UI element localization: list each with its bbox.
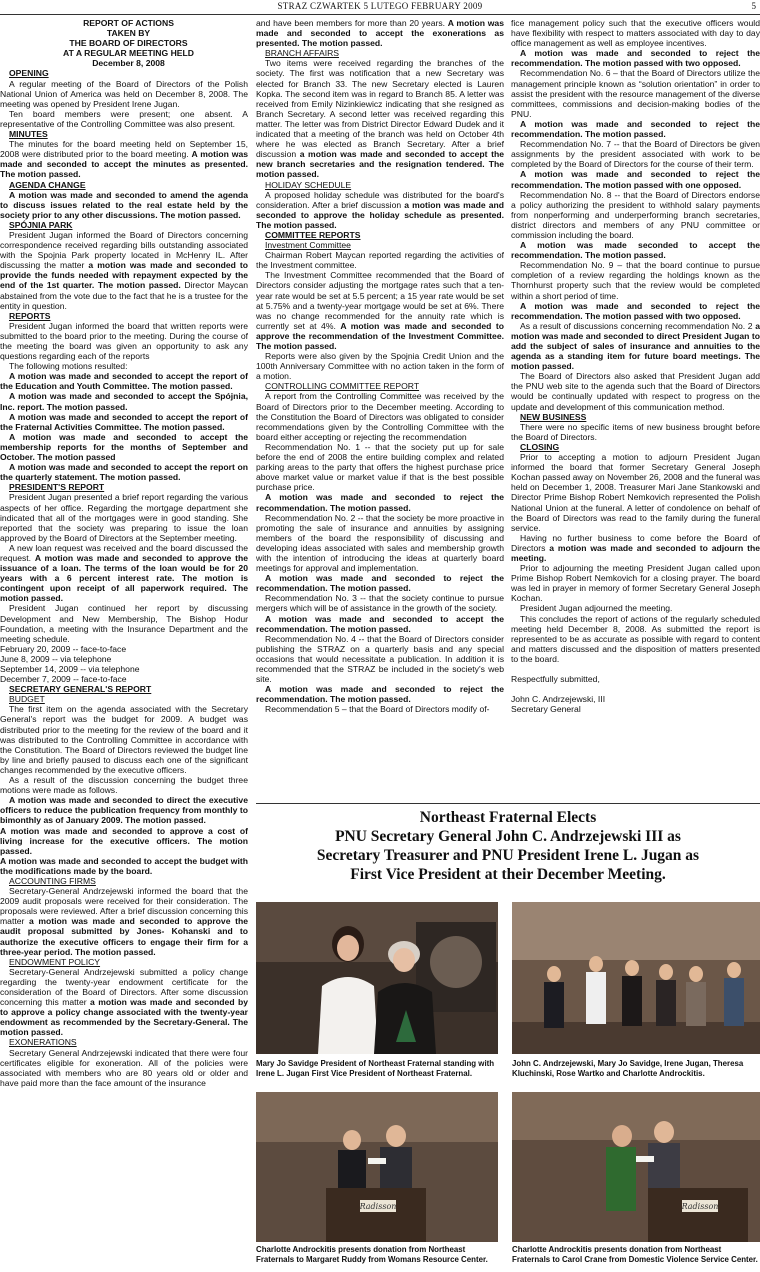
motion: A motion was made and seconded to reject the recommendation. The motion passed with one opposed. xyxy=(511,169,760,190)
paragraph: Prior to accepting a motion to adjourn President Jugan informed the board that former Secretary General Joseph Kochan passed away on November 26, 2008 and the funeral was held on December 1, 2008. Treasurer Mari Jane Stankowski and Director Prime Bishop Robert Nemkovich represented the Polish National Union at the funeral. A letter of condolence on behalf of the Board of Directors was read to the family during the funeral service. xyxy=(511,452,760,533)
headline-line-2: PNU Secretary General John C. Andrzejewski III as xyxy=(335,828,681,845)
paragraph: Recommendation No. 1 -- that the society put up for sale before the end of 2008 the entire building complex and related parking areas to the party that offers the highest purchase price above market value or market value if that is the best possible purchase price. xyxy=(256,441,504,493)
motion: A motion was made and seconded to accept the report of the Education and Youth Committee. The motion passed. xyxy=(0,371,248,392)
subsection-heading: ENDOWMENT POLICY xyxy=(9,956,101,967)
paragraph: A new loan request was received and the board discussed the request. A motion was made and seconded to approve the issuance of a loan. The terms of the loan would be for 20 years with a 6 percent interest rate. The motion is contingent upon receipt of all paperwork required. The motion passed. xyxy=(0,542,248,604)
paragraph: As a result of discussions concerning recommendation No. 2 a motion was made and seconded to direct President Jugan to add the subject of sales of insurance and annuities to the agenda as a standing item for future board meetings. The motion passed. xyxy=(511,320,760,372)
photo-two-women xyxy=(256,902,498,1054)
paragraph: Secretary-General Andrzejewski submitted a policy change regarding the twenty-year endowment certificate for the consideration of the Board of Directors. After some discussion concerning this matter a motion was made and seconded by to approve a policy change associated with the twenty-year endowment as recommended by the Secretary-General. The motion passed. xyxy=(0,966,248,1038)
motion: A motion was made and seconded to reject the recommendation. The motion passed. xyxy=(256,573,504,594)
paragraph: President Jugan adjourned the meeting. xyxy=(520,603,673,614)
paragraph: President Jugan continued her report by discussing Development and New Membership, The Bishop Hodur Foundation, a meeting with the Insurance Department and the meeting schedule. xyxy=(0,603,248,644)
motion: A motion was made and seconded to accept the budget with the modifications made by the board. xyxy=(0,855,248,876)
motion: A motion was made and seconded to reject the recommendation. The motion passed with two opposed. xyxy=(511,300,760,321)
photo-donation-womans-resource xyxy=(256,1092,498,1242)
subsection-heading: EXONERATIONS xyxy=(9,1037,77,1048)
column-1 xyxy=(0,18,248,1272)
paragraph: Two items were received regarding the branches of the society. The first was notification that a new Secretary was elected for Branch 33. The new Secretary elected is Lauren Kopka. The second item was in regard to Branch 85. A letter was received from Emily Nizinkiewicz indicating that she resigned as Branch Secretary. A second letter was received regarding this matter. The letter was from District Director Edward Dudek and it indicated that a meeting of the branch was held on October 4th where he was elected as Branch Secretary. After a brief discussion a motion was made and seconded to accept the new branch secretaries and the resignation tendered. The motion passed. xyxy=(256,58,504,180)
paragraph: The Investment Committee recommended that the Board of Directors consider adjusting the mortgage rates such that a ten-year rate would be set at 5.5 percent; a 15 year rate would be set at 5.75% and a twenty-year mortgage would be set at 6%. There was no change recommended for the annuity rate which is currently set at 4%. A motion was made and seconded to approve the recommendation of the Investment Committee. The motion passed. xyxy=(256,270,504,351)
motion: A motion was made and seconded to reject the recommendation. The motion passed. xyxy=(511,118,760,140)
paragraph: and have been members for more than 20 years. A motion was made and seconded to accept the exonerations as presented. The motion passed. xyxy=(256,18,504,49)
section-heading: OPENING xyxy=(9,68,49,79)
subsection-heading: Investment Committee xyxy=(265,240,351,251)
podium-sign: Radisson xyxy=(681,1202,719,1211)
paragraph: The minutes for the board meeting held on September 15, 2008 were distributed prior to the board meeting. A motion was made and seconded to accept the minutes as presented. The motion passed. xyxy=(0,139,248,180)
podium-sign: Radisson xyxy=(359,1202,397,1211)
paragraph: Recommendation No. 7 -- that the Board of Directors be given assignments by the president associated with work to be completed by the Board of Directors for the course of their term. xyxy=(511,139,760,170)
schedule-line: September 14, 2009 -- via telephone xyxy=(0,664,140,674)
subsection-heading: BRANCH AFFAIRS xyxy=(265,48,340,59)
report-title-line-3: THE BOARD OF DIRECTORS xyxy=(69,38,188,49)
headline-line-1: Northeast Fraternal Elects xyxy=(419,809,597,826)
section-heading: SPÓJNIA PARK xyxy=(9,219,73,230)
masthead-bar xyxy=(0,0,760,15)
section-heading: REPORTS xyxy=(9,310,51,321)
paragraph: Recommendation No. 3 -- that the society continue to pursue mergers which will be of assistance in the growth of the society. xyxy=(256,593,504,614)
subsection-heading: CONTROLLING COMMITTEE REPORT xyxy=(265,381,420,392)
paragraph: A proposed holiday schedule was distributed for the board's consideration. After a brief discussion a motion was made and seconded to approve the holiday schedule as presented. The motion passed. xyxy=(256,189,504,230)
paragraph: Recommendation No. 9 – that the board continue to pursue completion of a review regarding the holdings known as the Thornhurst property such that the review would be completed within a short period of time. xyxy=(511,260,760,301)
paragraph: Chairman Robert Maycan reported regarding the activities of the Investment committee. xyxy=(256,250,504,271)
motion: A motion was made and seconded to reject the recommendation. The motion passed. xyxy=(256,684,504,705)
column-2 xyxy=(256,18,504,801)
motion: A motion was made and seconded to accept the membership reports for the months of September and October. The motion passed xyxy=(0,431,248,463)
section-heading: NEW BUSINESS xyxy=(520,411,587,422)
section-heading: CLOSING xyxy=(520,441,560,452)
motion: A motion was made and seconded to amend the agenda to discuss issues related to the real estate held by the society prior to any other discussions. The motion passed. xyxy=(0,189,248,220)
page-number: 5 xyxy=(751,1,756,11)
column-3 xyxy=(511,18,760,801)
motion: A motion was made and seconded to approve a cost of living increase for the executive officers. The motion passed. xyxy=(0,825,248,856)
section-heading: MINUTES xyxy=(9,129,48,140)
section-heading: COMMITTEE REPORTS xyxy=(265,229,361,240)
motion: A motion was made and seconded to reject the recommendation. The motion passed with two opposed. xyxy=(511,48,760,69)
report-date: December 8, 2008 xyxy=(92,58,165,69)
report-title-line-4: AT A REGULAR MEETING HELD xyxy=(63,48,194,59)
paragraph: Reports were also given by the Spojnia Credit Union and the 100th Anniversary Committee with no action taken in the form of a motion. xyxy=(256,351,504,382)
feature-headline xyxy=(256,808,760,884)
report-title-line-2: TAKEN BY xyxy=(106,28,151,39)
schedule-line: December 7, 2009 -- face-to-face xyxy=(0,674,127,685)
paragraph: fice management policy such that the executive officers would have flexibility with respect to matters associated with day to day office management as well as employee incentives. xyxy=(511,18,760,49)
subsection-heading: HOLIDAY SCHEDULE xyxy=(265,179,352,190)
photo-caption: Charlotte Androckitis presents donation from Northeast Fraternals to Carol Crane from Domestic Violence Service Center. xyxy=(512,1245,758,1264)
masthead: STRAZ CZWARTEK 5 LUTEGO FEBRUARY 2009 xyxy=(277,1,483,11)
photo-caption: Mary Jo Savidge President of Northeast Fraternal standing with Irene L. Jugan First Vice President of Northeast Fraternal. xyxy=(256,1059,495,1078)
paragraph: President Jugan informed the board that written reports were submitted to the board prior to the meeting. During the course of the meeting the board was given an opportunity to ask any questions regarding each of the reports xyxy=(0,320,248,362)
paragraph: Recommendation No. 8 -- that the Board of Directors endorse a policy authorizing the president to withhold salary payments from nonperforming and underperforming branch secretaries, district directors and members of any PNU committee or commission including the board. xyxy=(511,189,760,240)
motion: A motion was made and seconded to reject the recommendation. The motion passed. xyxy=(256,492,504,513)
subsection-heading: BUDGET xyxy=(9,694,45,705)
subsection-heading: ACCOUNTING FIRMS xyxy=(9,875,96,886)
photo-caption: Charlotte Androckitis presents donation from Northeast Fraternals to Margaret Ruddy from Womans Resource Center. xyxy=(256,1245,488,1264)
photo-caption: John C. Andrzejewski, Mary Jo Savidge, Irene Jugan, Theresa Kluchinski, Rose Wartko and Charlotte Androckitis. xyxy=(512,1059,744,1078)
section-heading: PRESIDENT'S REPORT xyxy=(9,482,105,493)
paragraph: There were no specific items of new business brought before the Board of Directors. xyxy=(511,421,760,442)
signature-title: Secretary General xyxy=(511,704,581,715)
photo-donation-domestic-violence xyxy=(512,1092,760,1242)
section-heading: AGENDA CHANGE xyxy=(9,179,86,190)
paragraph: Recommendation No. 6 – that the Board of Directors utilize the management principle known as “solution orientation” in order to assist the president with the resource management of the diverse committees, commissions and decision-making bodies of the PNU. xyxy=(511,68,760,119)
motion: A motion was made and seconded to accept the report of the Fraternal Activities Committee. The motion passed. xyxy=(0,411,248,432)
motion: A motion was made and seconded to accept the report on the quarterly statement. The motion passed. xyxy=(0,462,248,483)
paragraph: The first item on the agenda associated with the Secretary General's report was the budget for 2009. A budget was distributed prior to the meeting for the review of the board and it was distributed to the Controlling Committee in accordance with the Constitution. The Board of Directors reviewed the budget line by line and briefly paused to discuss each one of the significant changes recommended by the executive officers. xyxy=(0,704,248,775)
paragraph: A regular meeting of the Board of Directors of the Polish National Union of America was held on December 8, 2008. The meeting was opened by President Irene Jugan. xyxy=(0,78,248,109)
paragraph: Recommendation 5 – that the Board of Directors modify of- xyxy=(265,704,490,715)
schedule-line: February 20, 2009 -- face-to-face xyxy=(0,643,127,654)
section-heading: SECRETARY GENERAL'S REPORT xyxy=(9,684,152,695)
motion: A motion was made seconded to accept the recommendation. The motion passed. xyxy=(511,240,760,261)
feature-divider xyxy=(256,803,760,804)
paragraph: President Jugan informed the Board of Directors concerning correspondence received regarding bills outstanding associated with the Spojnia Park property located in McHenry IL. After discussing the matter a motion was made and seconded to provide the funds needed with repayment expected by the end of the 1st quarter. The motion passed. Director Maycan abstained from the vote due to the fact that he is a trustee for the entity in question. xyxy=(0,229,248,311)
headline-line-3: Secretary Treasurer and PNU President Irene L. Jugan as xyxy=(316,847,700,864)
paragraph: Recommendation No. 4 -- that the Board of Directors consider publishing the STRAZ on a quarterly basis and any special occasions that would necessitate a publication. In addition it is recommended that the STRAZ be included in the society's web site. xyxy=(256,633,504,685)
paragraph: Secretary General Andrzejewski indicated that there were four certificates eligible for exoneration. All of the policies were associated with members who are 80 years old or older and have paid more than the face amount of the insurance xyxy=(0,1047,248,1088)
paragraph: This concludes the report of actions of the regularly scheduled meeting held December 8, 2008. As submitted the report is represented to be as accurate as possible with regard to content and matters discussed and the disposition of matters presented to the board. xyxy=(511,613,760,664)
report-title-line-1: REPORT OF ACTIONS xyxy=(83,18,174,28)
motion: A motion was made and seconded to direct the executive officers to reduce the publication frequency from monthly to bimonthly as of January 2009. The motion passed. xyxy=(0,795,248,826)
paragraph: Secretary-General Andrzejewski informed the board that the 2009 audit proposals were received for their consideration. The proposals were reviewed. After a brief discussion concerning this matter a motion was made and seconded to approve the audit proposal submitted by Jones- Kohanski and to authorize the executive officers to engage their firm for a three-year period. The motion passed. xyxy=(0,886,248,957)
paragraph: Recommendation No. 2 -- that the society be more proactive in promoting the sale of insurance and annuities by assigning members of the board the responsibility of discussing and developing ideas associated with sales and membership growth with the intention of introducing the ideas at quarterly board meetings for approval and implementation. xyxy=(256,512,504,574)
motion: A motion was made and seconded to accept the recommendation. The motion passed. xyxy=(256,613,504,634)
signature-name: John C. Andrzejewski, III xyxy=(511,694,606,705)
headline-line-4: First Vice President at their December Meeting. xyxy=(350,866,666,883)
motion: A motion was made and seconded to accept the Spójnia, Inc. report. The motion passed. xyxy=(0,391,248,412)
paragraph: The Board of Directors also asked that President Jugan add the PNU web site to the agenda such that the Board of Directors would be continually updated with respect to progress on the update and development of this communication method. xyxy=(511,371,760,412)
paragraph: President Jugan presented a brief report regarding the various aspects of her office. Regarding the mortgage department she indicated that all of the mortgages were in good standing. She reported that the society was preparing to issue the loan approved by the Board of Directors at the September meeting. xyxy=(0,492,248,543)
paragraph: Prior to adjourning the meeting President Jugan called upon Prime Bishop Robert Nemkovich for a closing prayer. The board was led in prayer in memory of former Secretary General Joseph Kochan. xyxy=(511,563,760,604)
paragraph: Ten board members were present; one absent. A representative of the Controlling Committee was also present. xyxy=(0,108,248,129)
schedule-line: June 8, 2009 -- via telephone xyxy=(0,653,112,664)
paragraph: A report from the Controlling Committee was received by the Board of Directors prior to the December meeting. According to the Constitution the Board of Directors was obligated to consider recommendations given by the Controlling Committee with the board either accepting or rejecting the recommendation xyxy=(256,391,504,442)
paragraph: The following motions resulted: xyxy=(9,361,128,372)
photo-group-of-six xyxy=(512,902,760,1054)
paragraph: As a result of the discussion concerning the budget three motions were made as follows. xyxy=(0,775,248,796)
paragraph: Having no further business to come before the Board of Directors a motion was made and seconded to adjourn the meeting. xyxy=(511,532,760,563)
signoff: Respectfully submitted, xyxy=(511,674,600,684)
